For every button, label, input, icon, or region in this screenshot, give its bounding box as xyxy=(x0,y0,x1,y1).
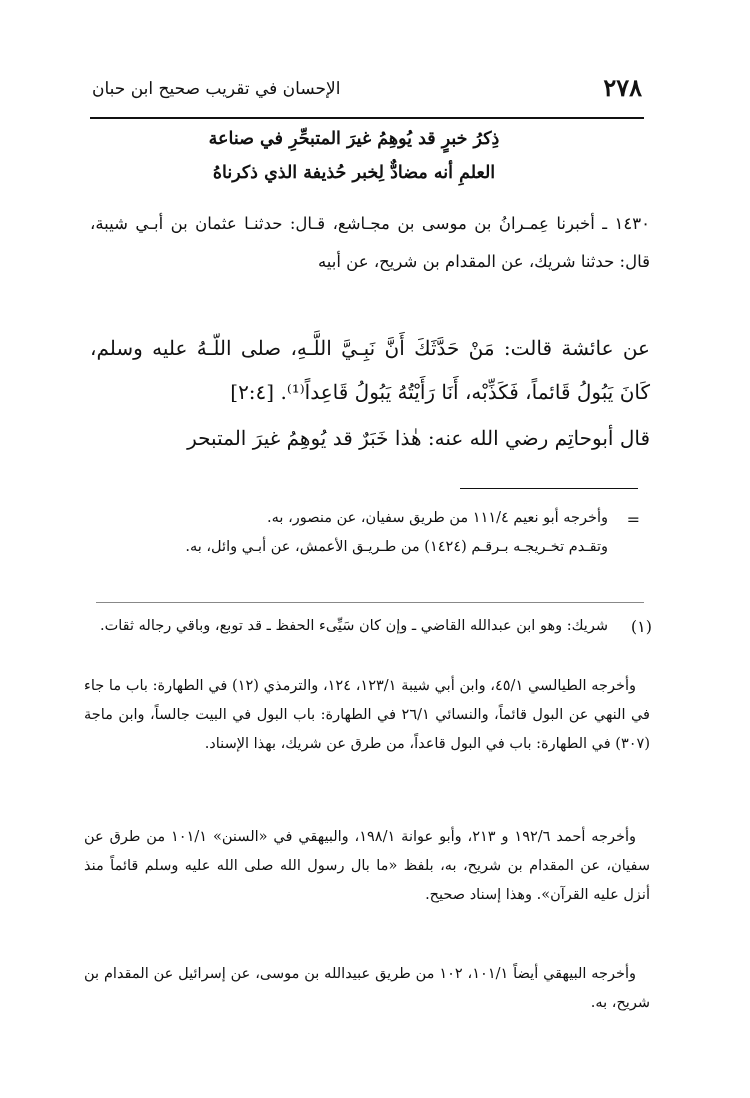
footnote-separator xyxy=(96,602,644,603)
section-heading-line-2: العلمِ أنه مضادٌّ لِخبر حُذيفة الذي ذكرناهُ xyxy=(212,163,496,183)
header-rule xyxy=(90,117,644,119)
footnote-1-paragraph-4: وأخرجه البيهقي أيضاً ١٠١/١، ١٠٢ من طريق عبيدالله بن موسى، عن إسرائيل عن المقدام بن شريح، به. xyxy=(84,966,650,1011)
footnote-continuation-2: وتقـدم تخـريجـه بـرقـم (١٤٢٤) من طـريـق الأعمش، عن أبـي وائل، به. xyxy=(185,539,608,555)
footnote-1-marker: (١) xyxy=(630,617,652,636)
page-number: ٢٧٨ xyxy=(603,73,642,102)
footnote-1-paragraph-3: وأخرجه أحمد ١٩٢/٦ و ٢١٣، وأبو عوانة ١٩٨/١، والبيهقي في «السنن» ١٠١/١ من طرق عن سفيان، عن المقدام بن شريح، به، بلفظ «ما بال رسول الله صلى الله عليه وسلم قائماً منذ أنزل عليه القرآن». وهذا إسناد صحيح. xyxy=(84,829,650,903)
continuation-marker: = xyxy=(626,510,640,529)
footnote-1-paragraph-1: شريك: وهو ابن عبدالله القاضي ـ وإن كان سَيِّىء الحفظ ـ قد توبع، وباقي رجاله ثقات. xyxy=(99,618,608,634)
running-header xyxy=(92,72,642,112)
section-heading xyxy=(130,122,578,190)
footnote-rule xyxy=(460,488,638,489)
hadith-chain: ١٤٣٠ ـ أخبرنا عِمـرانُ بن موسى بن مجـاشع، قـال: حدثنـا عثمان بن أبـي شيبة، قال: حدثنا شريك، عن المقدام بن شريح، عن أبيه xyxy=(90,214,650,271)
footnote-continuation-1: وأخرجه أبو نعيم ١١١/٤ من طريق سفيان، عن منصور، به. xyxy=(267,510,608,526)
author-comment: قال أبوحاتِم رضي الله عنه: هٰذا خَبَرٌ قد يُوهِمُ غيرَ المتبحر xyxy=(187,426,650,450)
section-heading-line-1: ذِكرُ خبرٍ قد يُوهِمُ غيرَ المتبحِّرِ في صناعة xyxy=(208,129,500,149)
footnote-1-paragraph-2: وأخرجه الطيالسي ٤٥/١، وابن أبي شيبة ١٢٣/١، ١٢٤، والترمذي (١٢) في الطهارة: باب ما جاء في النهي عن البول قائماً، والنسائي ٢٦/١ في الطهارة: باب البول في البيت جالساً، وابن ماجة (٣٠٧) في الطهارة: باب في البول قاعداً، من طرق عن شريك، بهذا الإسناد. xyxy=(84,678,650,752)
hadith-text: عن عائشة قالت: مَنْ حَدَّثَكَ أَنَّ نَبِـيَّ اللَّـهِ، صلى اللّـهُ عليه وسلم، كَانَ يَبُولُ قَائماً، فَكَذِّبْه، أَنَا رَأَيْتُهُ يَبُولُ قَاعِداً⁽¹⁾. [٢:٤] xyxy=(90,336,650,404)
book-title: الإحسان في تقريب صحيح ابن حبان xyxy=(92,79,341,99)
